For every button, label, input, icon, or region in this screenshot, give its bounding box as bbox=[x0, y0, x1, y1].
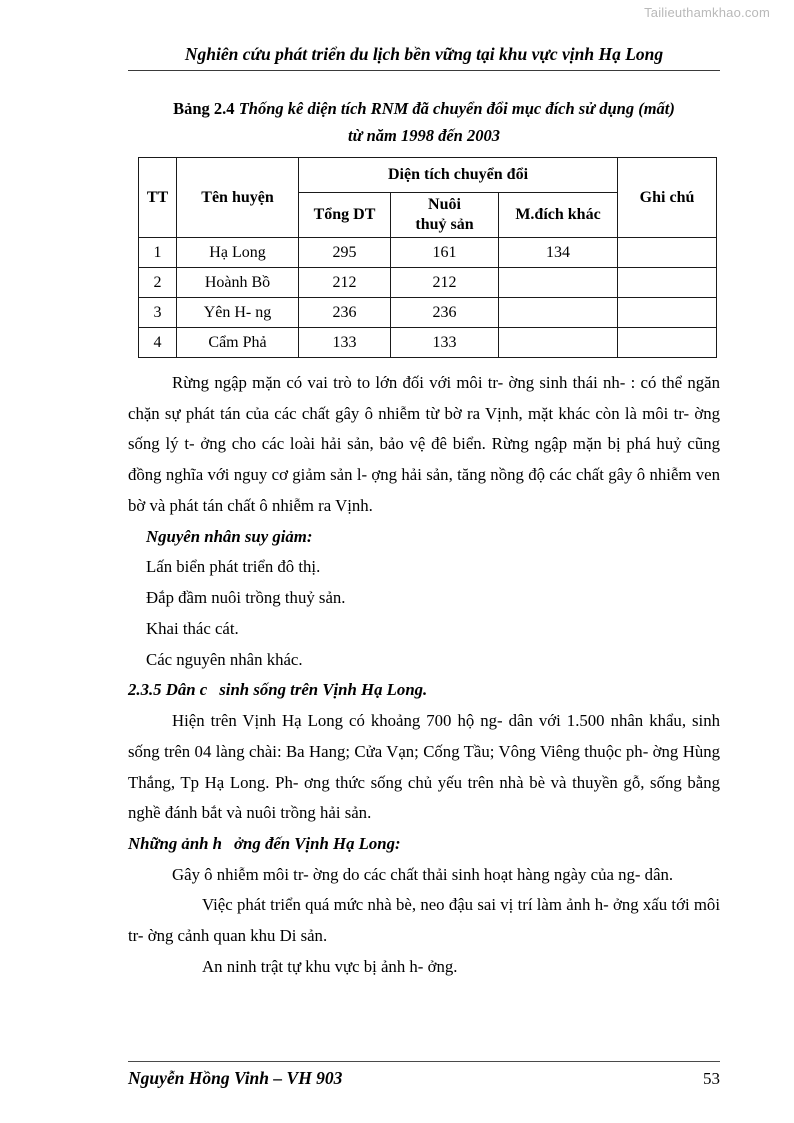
impact-item-2: Việc phát triển quá mức nhà bè, neo đậu sai vị trí làm ảnh h- ởng xấu tới môi tr- ờng cảnh quan khu Di sản. bbox=[128, 895, 720, 946]
cell-note bbox=[618, 238, 717, 268]
cell-note bbox=[618, 328, 717, 358]
cell-district: Hạ Long bbox=[177, 238, 299, 268]
cell-other bbox=[499, 268, 618, 298]
cell-tt: 1 bbox=[139, 238, 177, 268]
cause-item-3: Khai thác cát. bbox=[146, 618, 239, 638]
table-caption-text: Thống kê diện tích RNM đã chuyển đổi mục đích sử dụng (mất) bbox=[238, 99, 675, 118]
table-caption-line-2: từ năm 1998 đến 2003 bbox=[348, 125, 500, 145]
cell-other bbox=[499, 298, 618, 328]
cell-total: 212 bbox=[299, 268, 391, 298]
cell-total: 236 bbox=[299, 298, 391, 328]
heading-impacts-on-bay bbox=[128, 829, 720, 860]
col-header-total-area: Tổng DT bbox=[299, 193, 391, 238]
cause-item-2: Đắp đầm nuôi trồng thuỷ sản. bbox=[146, 588, 346, 608]
paragraph-mangrove-role: Rừng ngập mặn có vai trò to lớn đối với môi tr- ờng sinh thái nh- : có thể ngăn chặn sự phát tán của các chất gây ô nhiễm từ bờ ra Vịnh, mặt khác còn là môi tr- ờng sống lý t- ởng cho các loài hải sản, bảo vệ đê biển. Rừng ngập mặn bị phá huỷ cũng đồng nghĩa với nguy cơ giảm sản l- ợng hải sản, tăng nồng độ các chất gây ô nhiễm ven bờ và phát tán chất ô nhiễm ra Vịnh. bbox=[128, 373, 720, 515]
impact-item-3: An ninh trật tự khu vực bị ảnh h- ởng. bbox=[202, 956, 458, 976]
cell-other bbox=[499, 328, 618, 358]
running-head-title: Nghiên cứu phát triển du lịch bền vững tại khu vực vịnh Hạ Long bbox=[184, 44, 664, 64]
cell-tt: 2 bbox=[139, 268, 177, 298]
footer-rule bbox=[128, 1061, 720, 1062]
body-content bbox=[128, 368, 720, 983]
table-row bbox=[139, 298, 717, 328]
page-footer bbox=[128, 1061, 720, 1089]
col-header-aquaculture bbox=[391, 193, 499, 238]
cell-total: 295 bbox=[299, 238, 391, 268]
cause-item-1: Lấn biển phát triển đô thị. bbox=[146, 557, 321, 577]
col-header-tt: TT bbox=[139, 158, 177, 238]
table-number: Bảng 2.4 bbox=[173, 99, 239, 118]
section-number: 2.3.5 bbox=[128, 680, 166, 700]
table-row bbox=[139, 238, 717, 268]
table-caption bbox=[128, 96, 720, 149]
cell-district: Yên H- ng bbox=[177, 298, 299, 328]
cause-item-4: Các nguyên nhân khác. bbox=[146, 649, 303, 669]
cell-district: Cẩm Phả bbox=[177, 328, 299, 358]
running-head-rule bbox=[128, 70, 720, 71]
footer-row bbox=[128, 1068, 720, 1089]
col-header-district: Tên huyện bbox=[177, 158, 299, 238]
col-header-note: Ghi chú bbox=[618, 158, 717, 238]
footer-author: Nguyễn Hồng Vinh – VH 903 bbox=[128, 1068, 343, 1088]
cell-other: 134 bbox=[499, 238, 618, 268]
conversion-area-table bbox=[138, 157, 717, 358]
heading-impacts-part-2: ởng đến Vịnh Hạ Long: bbox=[234, 834, 401, 854]
section-title-part-1: Dân c bbox=[165, 680, 208, 700]
footer-page-number: 53 bbox=[703, 1069, 720, 1088]
cell-aquaculture: 236 bbox=[391, 298, 499, 328]
table-body bbox=[139, 238, 717, 358]
paragraph-population: Hiện trên Vịnh Hạ Long có khoảng 700 hộ ng- dân với 1.500 nhân khẩu, sinh sống trên 04 làng chài: Ba Hang; Cửa Vạn; Cống Tầu; Vông Viêng thuộc ph- ờng Hùng Thắng, Tp Hạ Long. Ph- ơng thức sống chủ yếu trên nhà bè và thuyền gỗ, sống bằng nghề đánh bắt và nuôi trồng hải sản. bbox=[128, 711, 720, 823]
section-heading-2-3-5 bbox=[128, 675, 720, 706]
heading-impacts-part-1: Những ảnh h bbox=[128, 834, 223, 854]
table-row bbox=[139, 268, 717, 298]
table-row bbox=[139, 328, 717, 358]
table-caption-line-1 bbox=[128, 96, 720, 123]
cell-note bbox=[618, 298, 717, 328]
section-title-part-2: sinh sống trên Vịnh Hạ Long. bbox=[219, 680, 428, 700]
col-header-aquaculture-line-1: Nuôi bbox=[428, 196, 461, 214]
col-header-group-converted-area: Diện tích chuyển đổi bbox=[299, 158, 618, 193]
cell-aquaculture: 161 bbox=[391, 238, 499, 268]
table-header-row-1 bbox=[139, 158, 717, 193]
cell-tt: 3 bbox=[139, 298, 177, 328]
cell-note bbox=[618, 268, 717, 298]
table-head bbox=[139, 158, 717, 238]
table-container bbox=[138, 157, 716, 358]
running-head bbox=[128, 44, 720, 71]
cell-total: 133 bbox=[299, 328, 391, 358]
site-watermark: Tailieuthamkhao.com bbox=[644, 5, 770, 20]
cell-district: Hoành Bồ bbox=[177, 268, 299, 298]
impact-item-1: Gây ô nhiễm môi tr- ờng do các chất thải sinh hoạt hàng ngày của ng- dân. bbox=[172, 864, 674, 884]
col-header-aquaculture-line-2: thuỷ sản bbox=[415, 216, 474, 233]
cell-aquaculture: 133 bbox=[391, 328, 499, 358]
col-header-other-purpose: M.đích khác bbox=[499, 193, 618, 238]
cell-aquaculture: 212 bbox=[391, 268, 499, 298]
cell-tt: 4 bbox=[139, 328, 177, 358]
heading-causes-of-decline: Nguyên nhân suy giảm: bbox=[146, 526, 313, 546]
